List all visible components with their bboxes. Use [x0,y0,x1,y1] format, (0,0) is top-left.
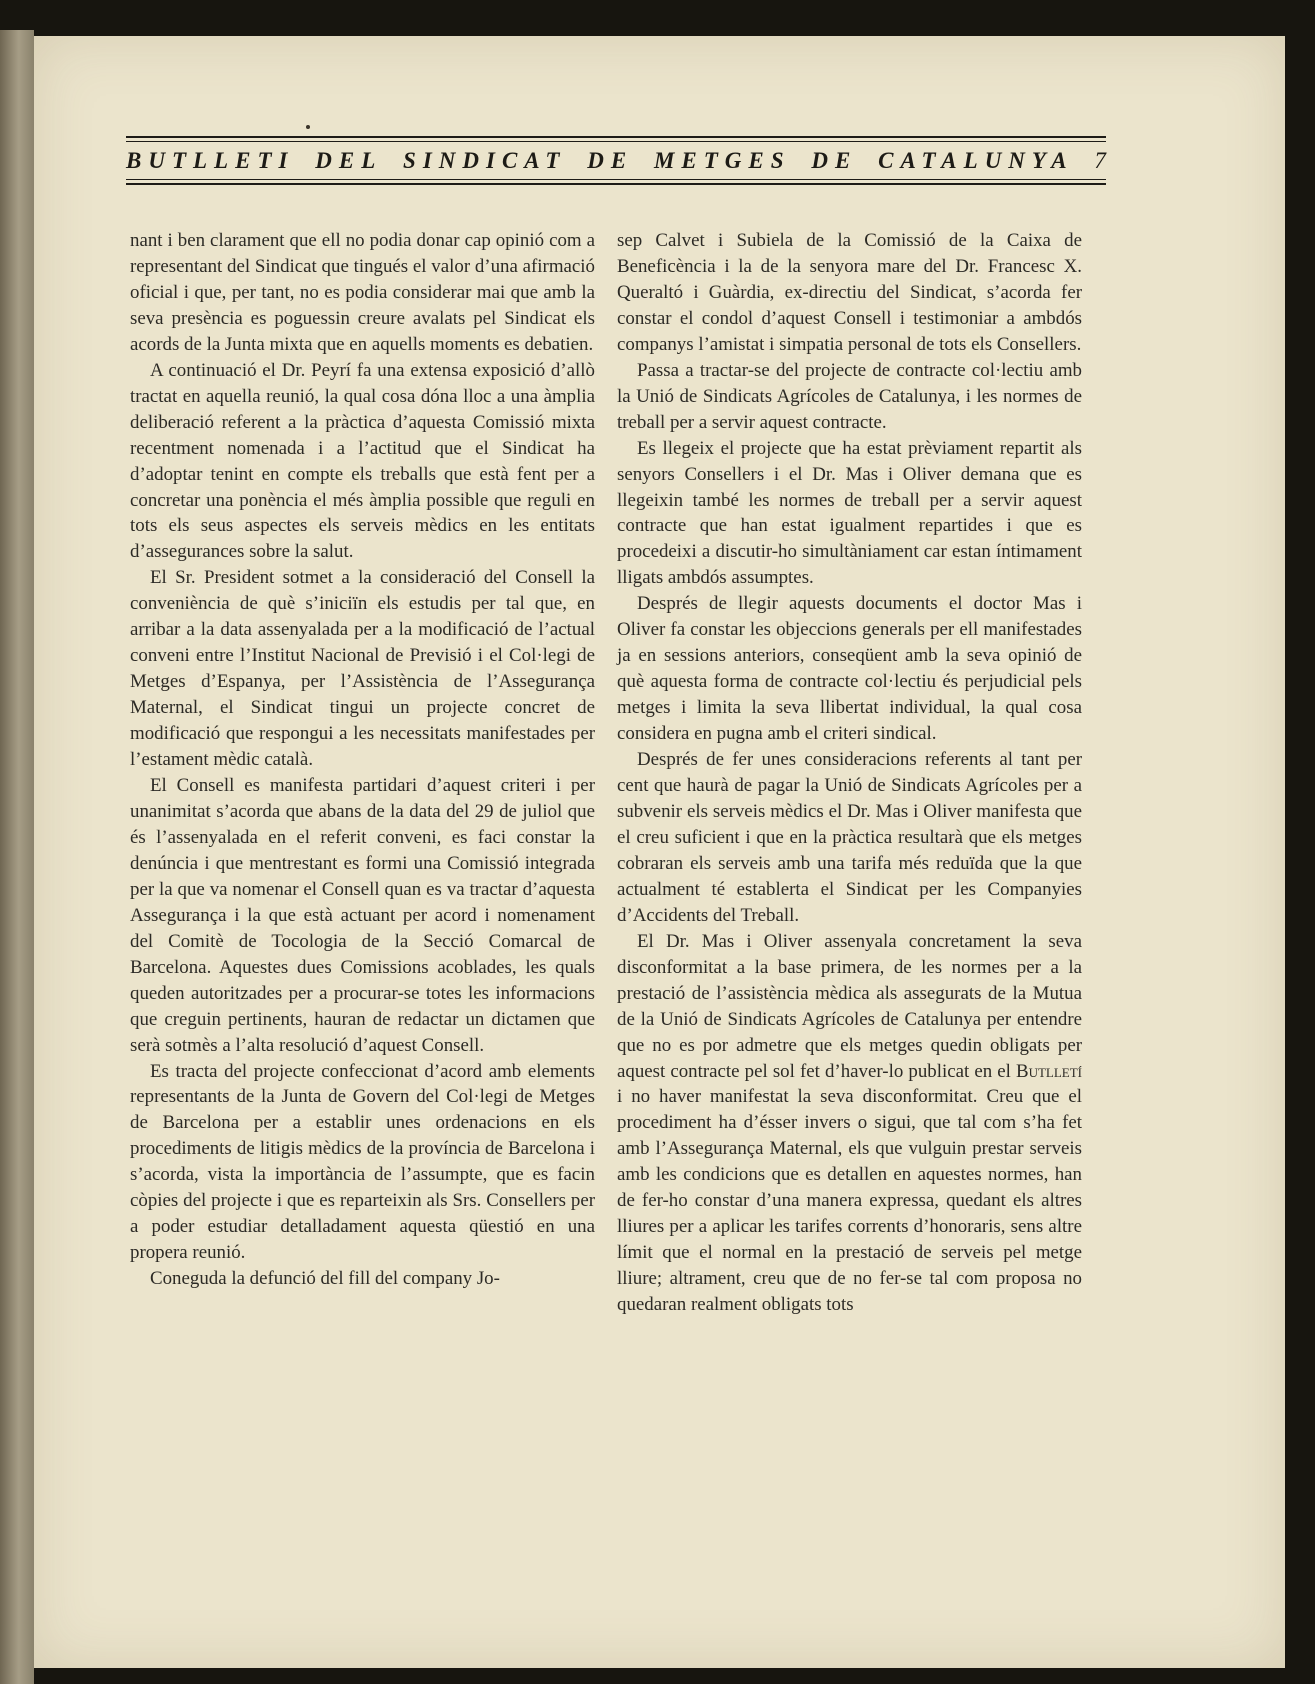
print-speck [306,125,310,129]
paragraph-text: El Dr. Mas i Oliver assenyala concretament la seva disconformitat a la base primera, de les normes per a la prestació de l’assistència mèdica als assegurats de la Mutua de la Unió de Sindicats Agrícoles de Catalunya per entendre que no es por admetre que els metges quedin obligats per aquest contracte pel sol fet d’haver-lo publicat en el [617,930,1082,1082]
book-spine [0,30,34,1684]
header-word: METGES [653,148,791,173]
header-word: BUTLLETI [126,148,295,173]
header-word: DE [587,148,634,173]
right-column [617,228,1082,1318]
paragraph: Es llegeix el projecte que ha estat prèviament repartit als senyors Consellers i el Dr. Mas i Oliver demana que es llegeixin també les normes de treball per a servir aquest contracte que han estat igualment repartides i que es procedeixi a discutir-ho simultàniament car estan íntimament lligats ambdós assumptes. [617,437,1082,589]
header-rule-top-1 [126,136,1106,138]
header-rule-top-2 [126,141,1106,142]
header-word: DEL [315,148,383,173]
paragraph: El Consell es manifesta partidari d’aquest criteri i per unanimitat s’acorda que abans de la data del 29 de juliol que és l’assenyalada en el referit conveni, es faci constar la denúncia i que mentrestant es formi una Comissió integrada per la que va nomenar el Consell quan es va tractar d’aquesta Assegurança i la que està actuant per acord i nomenament del Comitè de Tocologia de la Secció Comarcal de Barcelona. Aquestes dues Comissions acoblades, les quals queden autoritzades per a procurar-se totes les informacions que creguin pertinents, hauran de redactar un dictamen que serà sotmès a l’alta resolució d’aquest Consell. [130,775,595,1056]
header-word: SINDICAT [403,148,567,173]
header-rule-bottom-1 [126,179,1106,180]
paragraph-continuation: nant i ben clarament que ell no podia donar cap opinió com a representant del Sindicat que tingués el valor d’una afirmació oficial i que, per tant, no es podia considerar mai que amb la seva presència es poguessin creure avalats pel Sindicat els acords de la Junta mixta que en aquells moments es debatien. [130,230,595,355]
bulletin-name: Butlletí [1015,1060,1082,1082]
header-rule-bottom-2 [126,183,1106,185]
page-number: 7 [1094,148,1106,173]
header-word: CATALUNYA [878,148,1074,173]
paragraph: El Sr. President sotmet a la consideració del Consell la conveniència de què s’iniciïn els estudis per tal que, en arribar a la data assenyalada per a la modificació de l’actual conveni entre l’Institut Nacional de Previsió i el Col·legi de Metges d’Espanya, per l’Assistència de l’Assegurança Maternal, el Sindicat tingui un projecte concret de modificació que respongui a les necessitats manifestades per l’estament mèdic català. [130,567,595,771]
paragraph: Després de fer unes consideracions referents al tant per cent que haurà de pagar la Unió de Sindicats Agrícoles per a subvenir els serveis mèdics el Dr. Mas i Oliver manifesta que el creu suficient i que en la pràctica resultarà que els metges cobraran els serveis amb una tarifa més reduïda que la que actualment té establerta el Sindicat per les Companyies d’Accidents del Treball. [617,749,1082,926]
paragraph [617,929,1082,1318]
left-column [130,228,595,1292]
paragraph: Coneguda la defunció del fill del company Jo- [150,1268,500,1290]
paragraph-text: i no haver manifestat la seva disconformitat. Creu que el procediment ha d’ésser invers o sigui, que tal com s’ha fet amb l’Assegurança Maternal, els que vulguin prestar serveis amb les condicions que es detallen en aquestes normes, han de fer-ho constar d’una manera expressa, quedant els altres lliures per a aplicar les tarifes corrents d’honoraris, sens altre límit que el normal en la prestació de serveis pel metge lliure; altrament, creu que de no fer-se tal com proposa no quedaran realment obligats tots [617,1086,1082,1316]
header-word: DE [811,148,858,173]
paragraph: A continuació el Dr. Peyrí fa una extensa exposició d’allò tractat en aquella reunió, la qual cosa dóna lloc a una àmplia deliberació referent a la pràctica d’aquesta Comissió mixta recentment nomenada i a l’actitud que el Sindicat ha d’adoptar tenint en compte els treballs que està fent per a concretar una ponència el més àmplia possible que reguli en tots els seus aspectes els serveis mèdics en les entitats d’assegurances sobre la salut. [130,359,595,563]
paragraph: Es tracta del projecte confeccionat d’acord amb elements representants de la Junta de Govern del Col·legi de Metges de Barcelona per a establir unes ordenacions en els procediments de litigis mèdics de la província de Barcelona i s’acorda, vista la importància de l’assumpte, que es facin còpies del projecte i que es reparteixin als Srs. Consellers per a poder estudiar detalladament aquesta qüestió en una propera reunió. [130,1060,595,1264]
paragraph: Passa a tractar-se del projecte de contracte col·lectiu amb la Unió de Sindicats Agrícoles de Catalunya, i les normes de treball per a servir aquest contracte. [617,359,1082,433]
paragraph: Després de llegir aquests documents el doctor Mas i Oliver fa constar les objeccions generals per ell manifestades ja en sessions anteriors, conseqüent amb la seva opinió de què aquesta forma de contracte col·lectiu és perjudicial pels metges i limita la seva llibertat individual, la qual cosa considera en pugna amb el criteri sindical. [617,593,1082,745]
paragraph-continuation: sep Calvet i Subiela de la Comissió de la Caixa de Beneficència i la de la senyora mare del Dr. Francesc X. Queraltó i Guàrdia, ex-directiu del Sindicat, s’acorda fer constar el condol d’aquest Consell i testimoniar a ambdós companys l’amistat i simpatia personal de tots els Consellers. [617,230,1082,355]
header-title [126,148,1106,174]
